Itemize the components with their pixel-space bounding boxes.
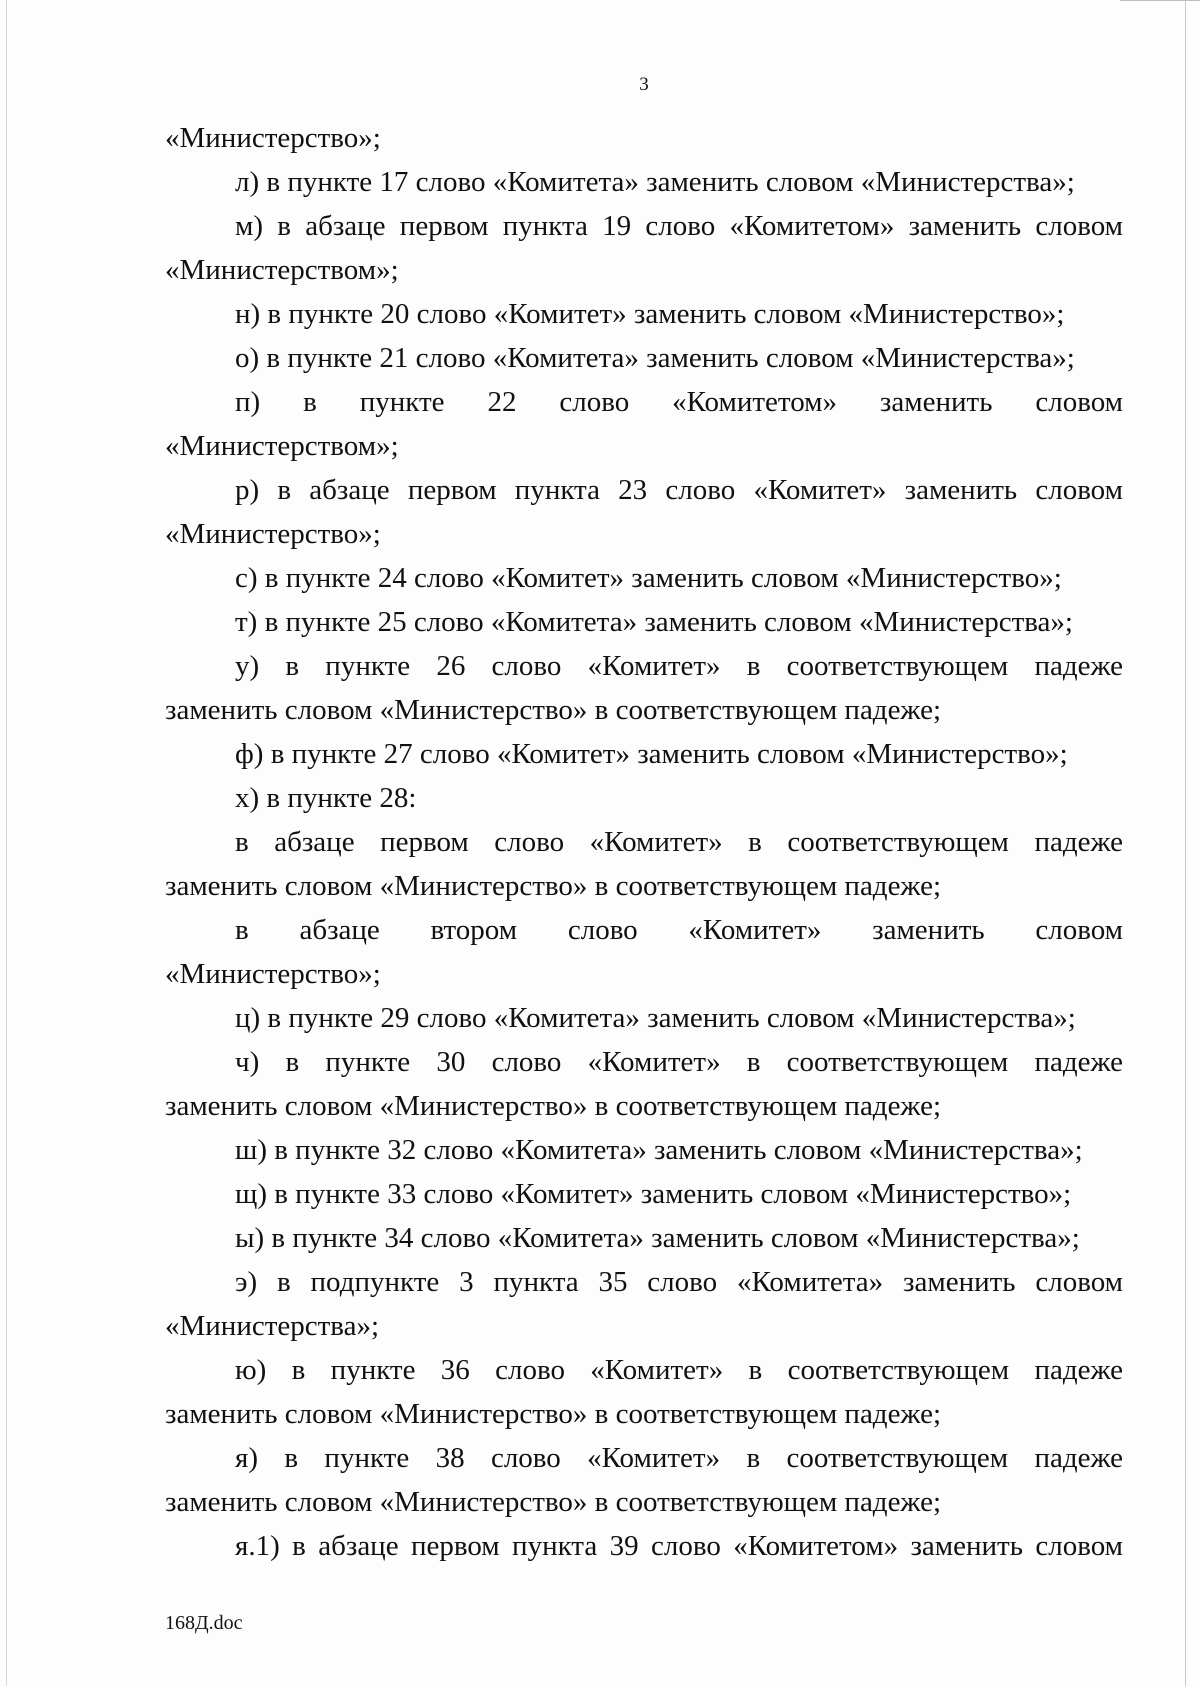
text-line: в абзаце первом слово «Комитет» в соответствующем падеже [235, 826, 1123, 858]
text-line: ц) в пункте 29 слово «Комитета» заменить словом «Министерства»; [235, 1002, 1076, 1034]
document-body [165, 116, 1123, 1568]
text-line: «Министерства»; [165, 1310, 380, 1342]
text-line: п) в пункте 22 слово «Комитетом» заменить словом [235, 386, 1123, 418]
text-line: ш) в пункте 32 слово «Комитета» заменить словом «Министерства»; [235, 1134, 1083, 1166]
text-line: ы) в пункте 34 слово «Комитета» заменить словом «Министерства»; [235, 1222, 1080, 1254]
text-line: о) в пункте 21 слово «Комитета» заменить словом «Министерства»; [235, 342, 1075, 374]
page-number: 3 [639, 74, 649, 95]
text-line: с) в пункте 24 слово «Комитет» заменить словом «Министерство»; [235, 562, 1062, 594]
text-line: т) в пункте 25 слово «Комитета» заменить словом «Министерства»; [235, 606, 1073, 638]
text-line: я) в пункте 38 слово «Комитет» в соответствующем падеже [235, 1442, 1123, 1474]
text-line: ф) в пункте 27 слово «Комитет» заменить словом «Министерство»; [235, 738, 1068, 770]
page-corner-mark [1120, 0, 1200, 7]
text-line: н) в пункте 20 слово «Комитет» заменить словом «Министерство»; [235, 298, 1065, 330]
page-edge-left [6, 0, 7, 1686]
text-line: заменить словом «Министерство» в соответствующем падеже; [165, 1398, 942, 1430]
file-name-footer: 168Д.doc [165, 1612, 243, 1634]
text-line: «Министерство»; [165, 958, 381, 990]
text-line: заменить словом «Министерство» в соответствующем падеже; [165, 870, 942, 902]
page-edge-right [1185, 0, 1186, 1686]
text-line: щ) в пункте 33 слово «Комитет» заменить словом «Министерство»; [235, 1178, 1072, 1210]
text-line: «Министерство»; [165, 122, 381, 154]
text-line: у) в пункте 26 слово «Комитет» в соответствующем падеже [235, 650, 1123, 682]
text-line: л) в пункте 17 слово «Комитета» заменить словом «Министерства»; [235, 166, 1075, 198]
text-line: заменить словом «Министерство» в соответствующем падеже; [165, 1486, 942, 1518]
text-line: в абзаце втором слово «Комитет» заменить словом [235, 914, 1123, 946]
text-line: ю) в пункте 36 слово «Комитет» в соответствующем падеже [235, 1354, 1123, 1386]
text-line: ч) в пункте 30 слово «Комитет» в соответствующем падеже [235, 1046, 1123, 1078]
text-line: «Министерством»; [165, 254, 399, 286]
text-line: «Министерством»; [165, 430, 399, 462]
text-line: э) в подпункте 3 пункта 35 слово «Комитета» заменить словом [235, 1266, 1123, 1298]
text-line: заменить словом «Министерство» в соответствующем падеже; [165, 694, 942, 726]
text-line: р) в абзаце первом пункта 23 слово «Комитет» заменить словом [235, 474, 1123, 506]
text-line: м) в абзаце первом пункта 19 слово «Комитетом» заменить словом [235, 210, 1123, 242]
text-line: х) в пункте 28: [235, 782, 417, 814]
text-line: я.1) в абзаце первом пункта 39 слово «Комитетом» заменить словом [235, 1530, 1123, 1562]
text-line: заменить словом «Министерство» в соответствующем падеже; [165, 1090, 942, 1122]
text-line: «Министерство»; [165, 518, 381, 550]
